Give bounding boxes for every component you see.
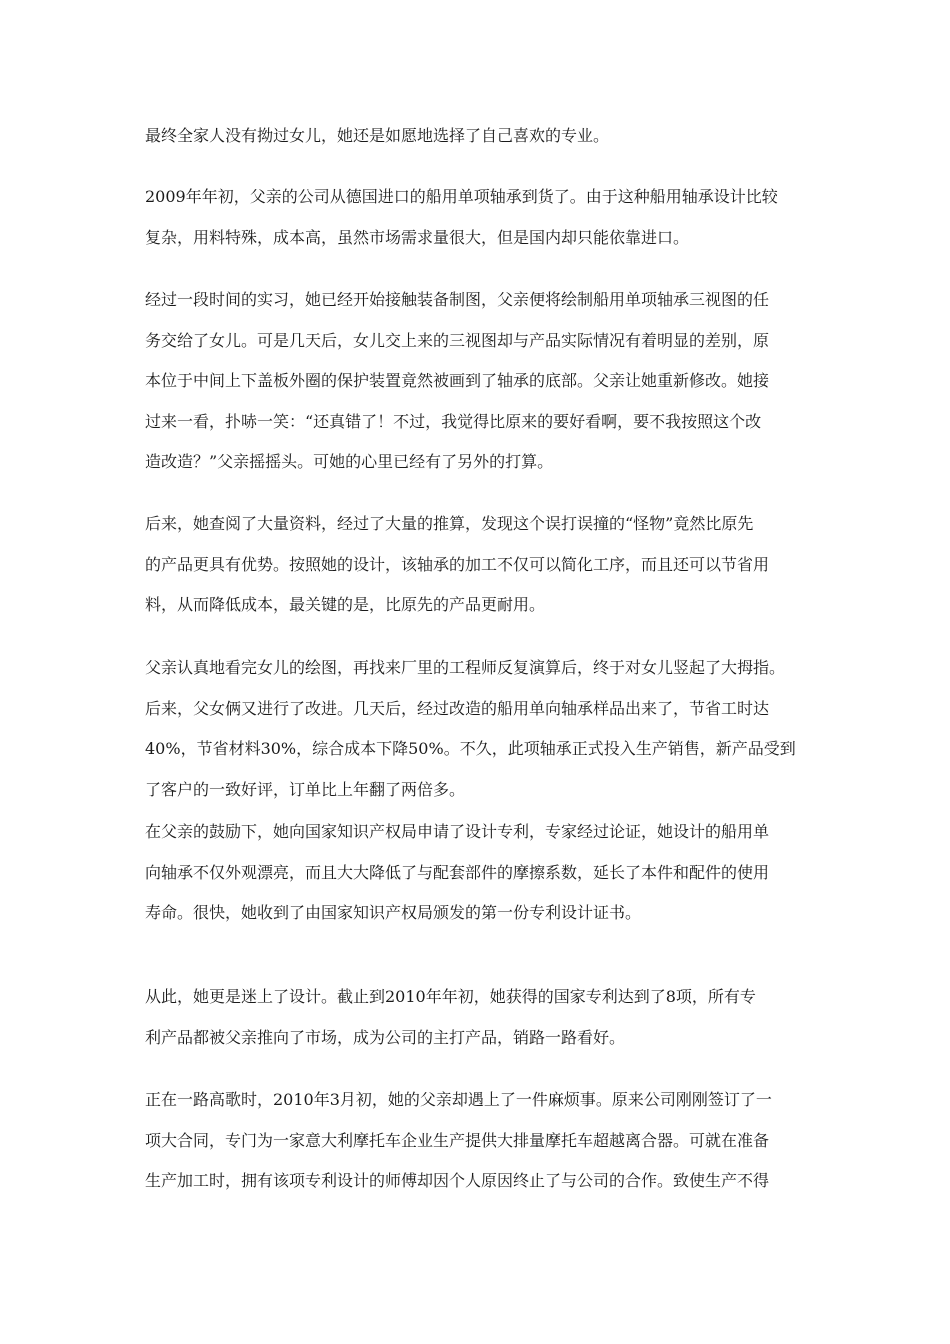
text-line: 过来一看，扑哧一笑：“还真错了！不过，我觉得比原来的要好看啊，要不我按照这个改 bbox=[145, 411, 762, 431]
text-line: 从此，她更是迷上了设计。截止到2010年年初，她获得的国家专利达到了8项，所有专 bbox=[145, 987, 756, 1006]
paragraph-6 bbox=[145, 812, 825, 934]
paragraph-3 bbox=[145, 280, 825, 483]
paragraph-7 bbox=[145, 977, 825, 1058]
text-line: 正在一路高歌时，2010年3月初，她的父亲却遇上了一件麻烦事。原来公司刚刚签订了一 bbox=[145, 1090, 772, 1109]
text-line: 经过一段时间的实习，她已经开始接触装备制图，父亲便将绘制船用单项轴承三视图的任 bbox=[145, 290, 770, 309]
text-line: 父亲认真地看完女儿的绘图，再找来厂里的工程师反复演算后，终于对女儿竖起了大拇指。 bbox=[145, 658, 786, 677]
text-line: 40%，节省材料30%，综合成本下降50%。不久，此项轴承正式投入生产销售，新产品受到 bbox=[145, 739, 796, 758]
text-line: 后来，父女俩又进行了改进。几天后，经过改造的船用单向轴承样品出来了，节省工时达 bbox=[145, 698, 770, 718]
text-line: 项大合同，专门为一家意大利摩托车企业生产提供大排量摩托车超越离合器。可就在准备 bbox=[145, 1130, 770, 1150]
text-line: 向轴承不仅外观漂亮，而且大大降低了与配套部件的摩擦系数，延长了本件和配件的使用 bbox=[145, 862, 770, 882]
text-line: 务交给了女儿。可是几天后，女儿交上来的三视图却与产品实际情况有着明显的差别，原 bbox=[145, 330, 770, 350]
text-line: 利产品都被父亲推向了市场，成为公司的主打产品，销路一路看好。 bbox=[145, 1027, 626, 1047]
text-line: 的产品更具有优势。按照她的设计，该轴承的加工不仅可以简化工序，而且还可以节省用 bbox=[145, 554, 770, 574]
text-line: 造改造？”父亲摇摇头。可她的心里已经有了另外的打算。 bbox=[145, 452, 554, 471]
paragraph-4 bbox=[145, 504, 825, 626]
text-line: 料，从而降低成本，最关键的是，比原先的产品更耐用。 bbox=[145, 595, 546, 614]
text-line: 复杂，用料特殊，成本高，虽然市场需求量很大，但是国内却只能依靠进口。 bbox=[145, 227, 690, 247]
paragraph-8 bbox=[145, 1080, 825, 1202]
text-line: 本位于中间上下盖板外圈的保护装置竟然被画到了轴承的底部。父亲让她重新修改。她接 bbox=[145, 371, 770, 390]
text-line: 了客户的一致好评，订单比上年翻了两倍多。 bbox=[145, 779, 466, 799]
paragraph-1 bbox=[145, 116, 825, 157]
text-line: 最终全家人没有拗过女儿，她还是如愿地选择了自己喜欢的专业。 bbox=[145, 126, 610, 145]
text-line: 2009年年初，父亲的公司从德国进口的船用单项轴承到货了。由于这种船用轴承设计比较 bbox=[145, 187, 778, 206]
paragraph-5 bbox=[145, 648, 825, 810]
text-line: 后来，她查阅了大量资料，经过了大量的推算，发现这个误打误撞的“怪物”竟然比原先 bbox=[145, 514, 754, 533]
text-line: 生产加工时，拥有该项专利设计的师傅却因个人原因终止了与公司的合作。致使生产不得 bbox=[145, 1171, 770, 1190]
paragraph-2 bbox=[145, 177, 825, 258]
text-line: 在父亲的鼓励下，她向国家知识产权局申请了设计专利，专家经过论证，她设计的船用单 bbox=[145, 822, 770, 841]
text-line: 寿命。很快，她收到了由国家知识产权局颁发的第一份专利设计证书。 bbox=[145, 903, 642, 922]
